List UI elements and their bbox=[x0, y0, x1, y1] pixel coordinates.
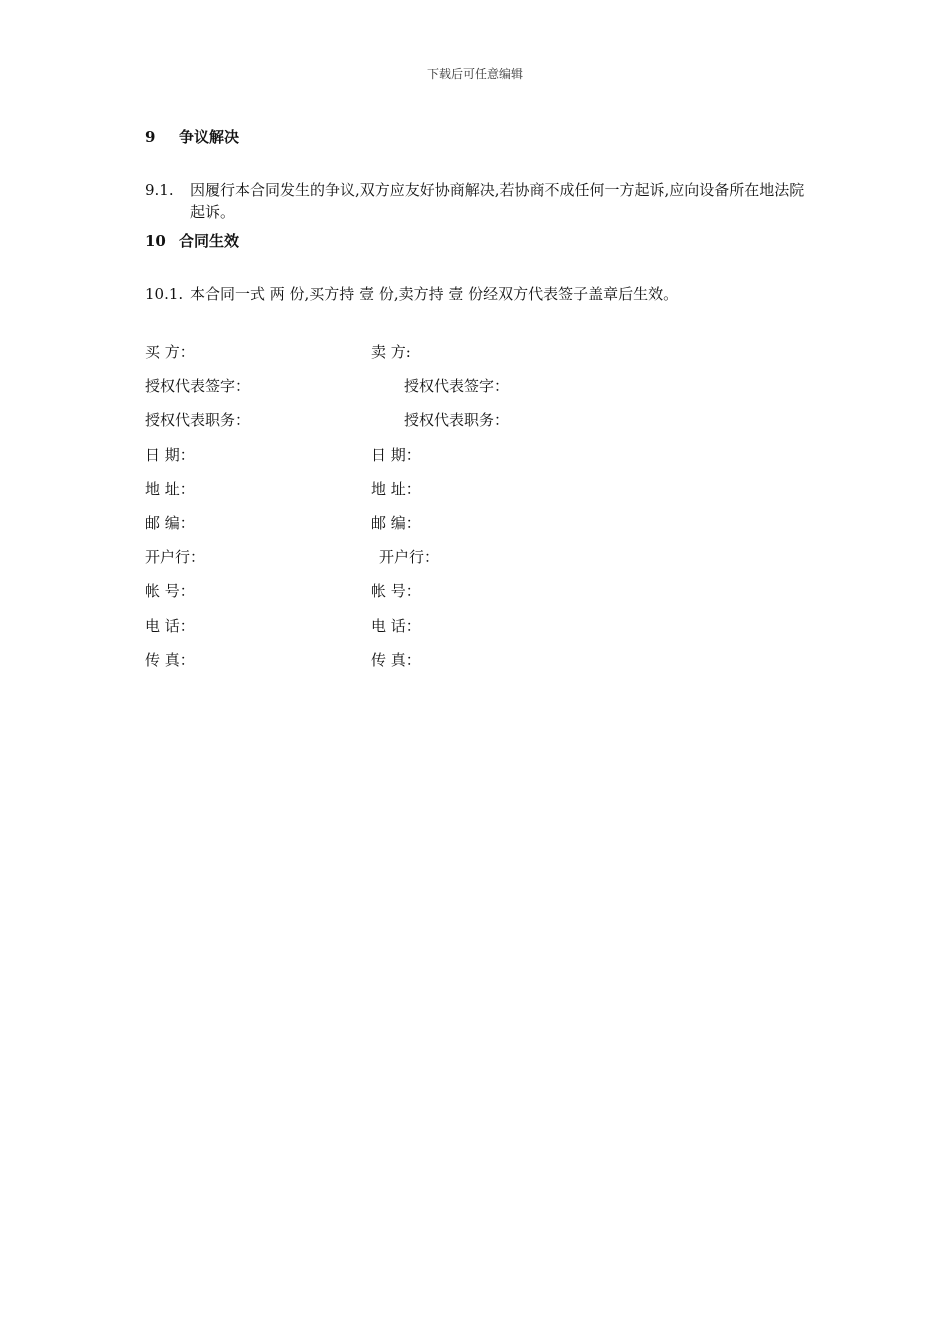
buyer-field-label: 电 话： bbox=[145, 617, 195, 635]
section-number: 9 bbox=[145, 128, 156, 146]
buyer-field-label: 传 真： bbox=[145, 651, 195, 669]
signature-row-date bbox=[0, 444, 950, 466]
signature-row-rep-title bbox=[0, 409, 950, 431]
clause-number: 10.1. bbox=[145, 285, 184, 303]
section-9-heading bbox=[145, 126, 239, 147]
page-header-note: 下载后可任意编辑 bbox=[426, 67, 523, 81]
seller-field-label: 传 真： bbox=[371, 651, 421, 669]
buyer-field-label: 开户行： bbox=[145, 548, 206, 566]
buyer-field-label: 买 方： bbox=[145, 343, 195, 361]
buyer-field-label: 授权代表职务： bbox=[145, 411, 251, 429]
section-10-heading bbox=[145, 230, 239, 251]
seller-field-label: 授权代表签字： bbox=[404, 377, 510, 395]
clause-text: 因履行本合同发生的争议,双方应友好协商解决,若协商不成任何一方起诉,应向设备所在地法院起诉。 bbox=[190, 181, 805, 221]
seller-field-label: 日 期： bbox=[371, 446, 421, 464]
buyer-field-label: 日 期： bbox=[145, 446, 195, 464]
section-title: 争议解决 bbox=[179, 128, 240, 146]
signature-row-bank bbox=[0, 546, 950, 568]
buyer-field-label: 邮 编： bbox=[145, 514, 195, 532]
buyer-field-label: 授权代表签字： bbox=[145, 377, 251, 395]
seller-field-label: 帐 号： bbox=[371, 582, 421, 600]
buyer-field-label: 帐 号： bbox=[145, 582, 195, 600]
signature-row-account bbox=[0, 580, 950, 602]
clause-number: 9.1. bbox=[145, 181, 174, 199]
seller-field-label: 地 址： bbox=[371, 480, 421, 498]
buyer-field-label: 地 址： bbox=[145, 480, 195, 498]
signature-row-postcode bbox=[0, 512, 950, 534]
signature-row-party bbox=[0, 341, 950, 363]
signature-row-fax bbox=[0, 649, 950, 671]
section-number: 10 bbox=[145, 232, 166, 250]
seller-field-label: 电 话： bbox=[371, 617, 421, 635]
seller-field-label: 邮 编： bbox=[371, 514, 421, 532]
signature-row-rep-signature bbox=[0, 375, 950, 397]
seller-field-label: 授权代表职务： bbox=[404, 411, 510, 429]
signature-row-address bbox=[0, 478, 950, 500]
section-title: 合同生效 bbox=[179, 232, 240, 250]
signature-row-phone bbox=[0, 615, 950, 637]
clause-text: 本合同一式 两 份,买方持 壹 份,卖方持 壹 份经双方代表签子盖章后生效。 bbox=[190, 285, 679, 303]
seller-field-label: 开户行： bbox=[379, 548, 440, 566]
seller-field-label: 卖 方: bbox=[371, 343, 411, 361]
